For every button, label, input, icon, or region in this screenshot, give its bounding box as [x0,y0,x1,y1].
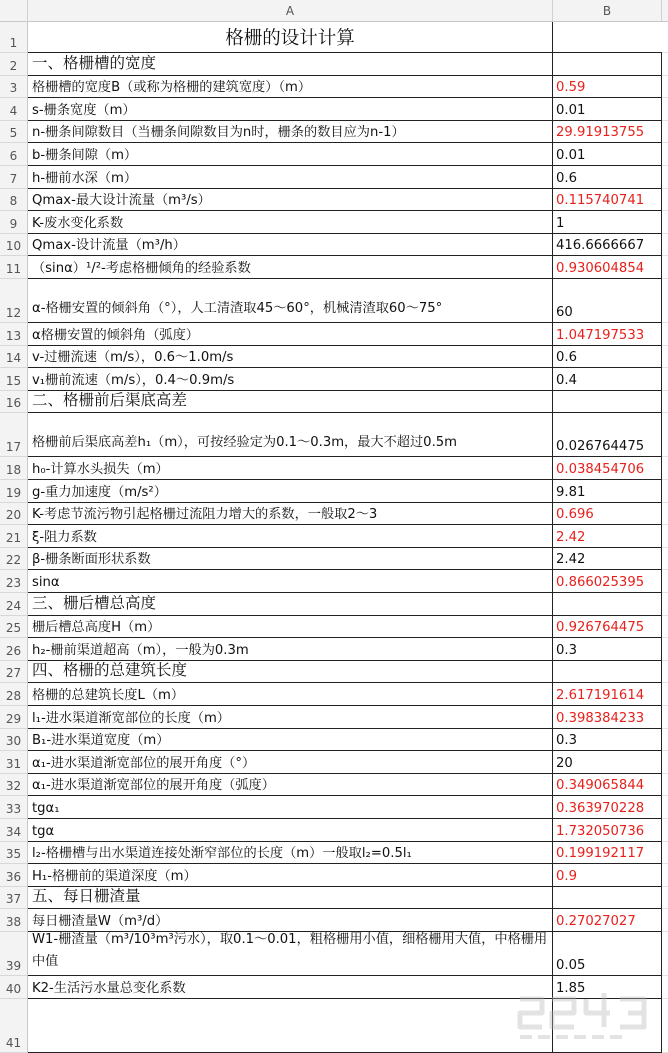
cell-a[interactable] [28,391,553,414]
section-row [0,391,668,414]
table-row [0,525,668,548]
cell-a[interactable] [28,53,553,76]
table-row [0,413,668,457]
table-row [0,864,668,887]
cell-b-value: 0.866025395 [556,574,645,590]
cell-b-value: 0.026764475 [556,439,645,455]
cell-a-text: α格栅安置的倾斜角（弧度） [32,327,199,343]
cell-b-value: 60 [556,305,573,320]
cell-a-text: s-栅条宽度（m） [32,102,136,118]
cell-a[interactable] [28,189,553,212]
cell-b[interactable] [553,774,662,797]
cell-b[interactable] [553,796,662,819]
cell-b-value: 0.01 [556,147,586,163]
row-number[interactable]: 37 [0,887,28,910]
cell-c[interactable] [662,211,668,234]
cell-a-text: tgα [32,823,55,839]
row-number[interactable]: 29 [0,706,28,729]
cell-a-text: 三、栅后槽总高度 [32,593,157,612]
cell-c[interactable] [662,864,668,887]
cell-b-value: 0.3 [556,733,577,749]
row-number[interactable]: 7 [0,166,28,189]
cell-a-text: 四、格栅的总建筑长度 [32,661,188,680]
cell-b[interactable] [553,166,662,189]
cell-c[interactable] [662,189,668,212]
table-row [0,121,668,144]
row-number[interactable]: 15 [0,368,28,391]
cell-a[interactable] [28,323,553,346]
cell-a[interactable] [28,887,553,910]
cell-a-text: K-考虑节流污物引起格栅过流阻力增大的系数，一般取2～3 [32,507,378,523]
section-row [0,53,668,76]
cell-b-value: 0.6 [556,350,577,366]
table-row [0,796,668,819]
cell-b[interactable] [553,683,662,706]
cell-c[interactable] [662,279,668,323]
cell-c[interactable] [662,593,668,616]
table-row [0,932,668,976]
cell-a-text: β-栅条断面形状系数 [32,552,151,568]
cell-b[interactable] [553,570,662,593]
cell-b-value: 20 [556,755,573,771]
cell-c[interactable] [662,638,668,661]
cell-a-text: v-过栅流速（m/s），0.6～1.0m/s [32,350,234,366]
cell-a[interactable] [28,22,553,53]
row-number[interactable]: 41 [0,999,28,1053]
cell-b-value: 0.363970228 [556,800,645,816]
cell-b-value: 2.617191614 [556,687,645,703]
title-row [0,22,668,53]
cell-b-value: 0.4 [556,372,577,388]
row-number[interactable]: 2 [0,53,28,76]
cell-b-value: 0.115740741 [556,193,645,209]
table-row [0,819,668,842]
cell-b[interactable] [553,706,662,729]
cell-a[interactable] [28,932,553,976]
cell-a-text: 格栅的设计计算 [225,28,355,49]
cell-c[interactable] [662,976,668,999]
cell-b[interactable] [553,413,662,457]
table-row [0,729,668,752]
cell-a[interactable] [28,98,553,121]
row-number[interactable]: 32 [0,774,28,797]
cell-b[interactable] [553,121,662,144]
cell-a[interactable] [28,279,553,323]
cell-b[interactable] [553,211,662,234]
cell-b-value: 0.038454706 [556,461,645,477]
table-row [0,570,668,593]
cell-a[interactable] [28,819,553,842]
table-row [0,189,668,212]
cell-b-value: 2.42 [556,529,586,545]
table-row [0,323,668,346]
cell-c[interactable] [662,53,668,76]
row-number[interactable]: 33 [0,796,28,819]
row-number[interactable]: 1 [0,22,28,53]
cell-c[interactable] [662,22,668,53]
cell-a-text: 每日栅渣量W（m³/d） [32,913,169,929]
cell-a-text: ξ-阻力系数 [32,529,97,545]
cell-b[interactable] [553,932,662,976]
cell-c[interactable] [662,796,668,819]
cell-a-text: 格栅的总建筑长度L（m） [32,687,185,703]
cell-a-text: tgα₁ [32,800,60,816]
cell-b[interactable] [553,189,662,212]
cell-b-value: 0.349065844 [556,778,645,794]
table-row [0,143,668,166]
cell-a-text: l₂-格栅槽与出水渠道连接处渐窄部位的长度（m）一般取l₂=0.5l₁ [32,846,412,862]
cell-b-value: 0.9 [556,868,577,884]
cell-a[interactable] [28,593,553,616]
row-number[interactable]: 13 [0,323,28,346]
cell-a[interactable] [28,143,553,166]
row-number[interactable]: 10 [0,234,28,257]
cell-b-value: 0.199192117 [556,846,645,862]
table-row [0,751,668,774]
cell-b[interactable] [553,751,662,774]
cell-c[interactable] [662,323,668,346]
cell-a-text: 五、每日栅渣量 [32,887,141,906]
cell-b[interactable] [553,729,662,752]
cell-a-text: v₁栅前流速（m/s），0.4～0.9m/s [32,372,235,388]
cell-a[interactable] [28,368,553,391]
cell-a-text: K-废水变化系数 [32,215,124,231]
cell-c[interactable] [662,932,668,976]
cell-a-text: n-栅条间隙数目（当栅条间隙数目为n时，栅条的数目应为n-1） [32,125,405,141]
cell-b-value: 0.01 [556,102,586,118]
cell-c[interactable] [662,774,668,797]
table-row [0,98,668,121]
cell-c[interactable] [662,98,668,121]
table-row [0,842,668,865]
cell-a[interactable] [28,909,553,932]
table-row [0,774,668,797]
cell-c[interactable] [662,143,668,166]
cell-a-text: K2-生活污水量总变化系数 [32,980,186,996]
cell-a-text: α₁-进水渠道渐宽部位的展开角度（弧度） [32,778,275,794]
row-number[interactable]: 4 [0,98,28,121]
cell-b[interactable] [553,323,662,346]
row-number[interactable]: 19 [0,480,28,503]
row-number[interactable]: 36 [0,864,28,887]
cell-a-text: 一、格栅槽的宽度 [32,53,157,72]
table-row [0,638,668,661]
cell-c[interactable] [662,368,668,391]
cell-a[interactable] [28,413,553,457]
cell-c[interactable] [662,909,668,932]
cell-a[interactable] [28,638,553,661]
cell-b[interactable] [553,842,662,865]
cell-b[interactable] [553,256,662,279]
cell-a[interactable] [28,683,553,706]
cell-b-value: 1.047197533 [556,327,645,343]
cell-a[interactable] [28,256,553,279]
cell-c[interactable] [662,256,668,279]
cell-c[interactable] [662,570,668,593]
cell-a-text: Qmax-最大设计流量（m³/s） [32,193,211,209]
table-row [0,76,668,99]
row-number[interactable]: 20 [0,503,28,526]
row-number[interactable]: 21 [0,525,28,548]
cell-c[interactable] [662,234,668,257]
row-number[interactable]: 25 [0,616,28,639]
cell-b[interactable] [553,819,662,842]
column-header-b[interactable]: B [553,0,662,22]
cell-c[interactable] [662,413,668,457]
row-number[interactable]: 30 [0,729,28,752]
row-number[interactable]: 12 [0,279,28,323]
cell-c[interactable] [662,729,668,752]
section-row [0,661,668,684]
cell-c[interactable] [662,999,668,1053]
cell-b[interactable] [553,661,662,684]
cell-b[interactable] [553,864,662,887]
cell-a[interactable] [28,796,553,819]
cell-c[interactable] [662,457,668,480]
cell-b-value: 0.696 [556,507,594,523]
row-number[interactable]: 40 [0,976,28,999]
cell-b[interactable] [553,480,662,503]
cell-b[interactable] [553,234,662,257]
cell-a[interactable] [28,480,553,503]
cell-a[interactable] [28,234,553,257]
cell-a[interactable] [28,616,553,639]
cell-b-value: 0.59 [556,80,586,96]
cell-c[interactable] [662,887,668,910]
cell-a[interactable] [28,121,553,144]
table-row [0,279,668,323]
cell-b[interactable] [553,616,662,639]
cell-b[interactable] [553,98,662,121]
cell-a-text: 格栅槽的宽度B（或称为格栅的建筑宽度）（m） [32,80,312,96]
cell-a-text: l₁-进水渠道渐宽部位的长度（m） [32,710,230,726]
2234-logo-watermark-icon [512,985,662,1045]
cell-c[interactable] [662,503,668,526]
cell-b-value: 0.926764475 [556,620,645,636]
row-number[interactable]: 34 [0,819,28,842]
row-number[interactable]: 3 [0,76,28,99]
cell-b[interactable] [553,887,662,910]
cell-a[interactable] [28,864,553,887]
table-row [0,909,668,932]
cell-b[interactable] [553,143,662,166]
cell-a-text: H₁-格栅前的渠道深度（m） [32,868,197,884]
cell-b[interactable] [553,53,662,76]
cell-a-text: W1-栅渣量（m³/10³m³污水），取0.1～0.01，粗格栅用小值，细格栅用大值，中格栅用中值 [32,932,548,969]
cell-a-text: sinα [32,574,60,590]
cell-a[interactable] [28,729,553,752]
cell-a[interactable] [28,76,553,99]
cell-b-value: 2.42 [556,552,586,568]
cell-b[interactable] [553,548,662,571]
cell-c[interactable] [662,525,668,548]
table-row [0,480,668,503]
table-row [0,211,668,234]
cell-b[interactable] [553,525,662,548]
row-number[interactable]: 22 [0,548,28,571]
cell-a-text: α₁-进水渠道渐宽部位的展开角度（°） [32,755,256,771]
cell-a-text: b-栅条间隙（m） [32,147,138,163]
cell-a[interactable] [28,751,553,774]
row-number[interactable]: 28 [0,683,28,706]
row-number[interactable]: 8 [0,189,28,212]
cell-c[interactable] [662,391,668,414]
cell-a-text: 栅后槽总高度H（m） [32,620,161,636]
cell-c[interactable] [662,706,668,729]
cell-c[interactable] [662,616,668,639]
cell-b[interactable] [553,909,662,932]
cell-c[interactable] [662,751,668,774]
cell-c[interactable] [662,548,668,571]
cell-a[interactable] [28,503,553,526]
row-number[interactable]: 24 [0,593,28,616]
row-number[interactable]: 9 [0,211,28,234]
cell-a[interactable] [28,706,553,729]
cell-c[interactable] [662,661,668,684]
row-number[interactable]: 39 [0,932,28,976]
cell-c[interactable] [662,166,668,189]
cell-a[interactable] [28,842,553,865]
cell-a[interactable] [28,211,553,234]
row-number[interactable]: 11 [0,256,28,279]
cell-b-value: 29.91913755 [556,125,645,141]
row-number[interactable]: 31 [0,751,28,774]
row-number[interactable]: 16 [0,391,28,414]
cell-b-value: 0.27027027 [556,913,636,929]
cell-c[interactable] [662,842,668,865]
section-row [0,593,668,616]
row-number[interactable]: 17 [0,413,28,457]
cell-b[interactable] [553,638,662,661]
section-row [0,887,668,910]
table-row [0,706,668,729]
cell-c[interactable] [662,480,668,503]
cell-b-value: 1.85 [556,980,586,996]
table-row [0,548,668,571]
row-number[interactable]: 23 [0,570,28,593]
cell-b[interactable] [553,368,662,391]
cell-c[interactable] [662,121,668,144]
row-number[interactable]: 35 [0,842,28,865]
cell-a[interactable] [28,774,553,797]
cell-a[interactable] [28,661,553,684]
cell-a[interactable] [28,570,553,593]
select-all-corner[interactable] [0,0,28,22]
cell-b[interactable] [553,457,662,480]
row-number[interactable]: 26 [0,638,28,661]
row-number[interactable]: 14 [0,346,28,369]
table-row [0,457,668,480]
table-row [0,234,668,257]
cell-b-value: 1.732050736 [556,823,645,839]
cell-a[interactable] [28,548,553,571]
cell-a-text: B₁-进水渠道宽度（m） [32,733,170,749]
cell-b-value: 416.6666667 [556,238,645,254]
column-header-c[interactable] [662,0,668,22]
cell-a-text: Qmax-设计流量（m³/h） [32,238,186,254]
cell-a-text: α-格栅安置的倾斜角（°），人工清渣取45～60°，机械清渣取60～75° [32,301,443,316]
row-number[interactable]: 5 [0,121,28,144]
cell-b[interactable] [553,279,662,323]
cell-b-value: 0.3 [556,642,577,658]
cell-b-value: 0.6 [556,170,577,186]
table-row [0,166,668,189]
cell-b-value: 1 [556,215,565,231]
cell-a-text: h₀-计算水头损失（m） [32,461,169,477]
row-number[interactable]: 27 [0,661,28,684]
cell-c[interactable] [662,346,668,369]
cell-a[interactable] [28,457,553,480]
cell-a[interactable] [28,999,553,1053]
cell-b[interactable] [553,346,662,369]
cell-b-value: 0.398384233 [556,710,645,726]
cell-c[interactable] [662,683,668,706]
column-header-bar [0,0,668,22]
table-row [0,368,668,391]
table-row [0,503,668,526]
row-number[interactable]: 38 [0,909,28,932]
table-row [0,616,668,639]
cell-a[interactable] [28,346,553,369]
cell-b-value: 9.81 [556,484,586,500]
cell-a[interactable] [28,166,553,189]
cell-a-text: 格栅前后渠底高差h₁（m），可按经验定为0.1～0.3m，最大不超过0.5m [32,435,457,451]
cell-c[interactable] [662,76,668,99]
row-number[interactable]: 18 [0,457,28,480]
row-number[interactable]: 6 [0,143,28,166]
cell-b[interactable] [553,391,662,414]
cell-a-text: （sinα）¹/²-考虑格栅倾角的经验系数 [32,260,251,276]
cell-a-text: h₂-栅前渠道超高（m），一般为0.3m [32,642,249,658]
cell-c[interactable] [662,819,668,842]
cell-b[interactable] [553,22,662,53]
cell-b[interactable] [553,76,662,99]
cell-b[interactable] [553,593,662,616]
cell-a[interactable] [28,976,553,999]
table-row [0,683,668,706]
table-row [0,346,668,369]
cell-a[interactable] [28,525,553,548]
cell-a-text: g-重力加速度（m/s²） [32,484,167,500]
cell-b-value: 0.05 [556,958,586,973]
table-row [0,256,668,279]
cell-a-text: h-栅前水深（m） [32,170,138,186]
column-header-a[interactable]: A [28,0,553,22]
cell-a-text: 二、格栅前后渠底高差 [32,391,188,410]
cell-b[interactable] [553,503,662,526]
cell-b-value: 0.930604854 [556,260,645,276]
